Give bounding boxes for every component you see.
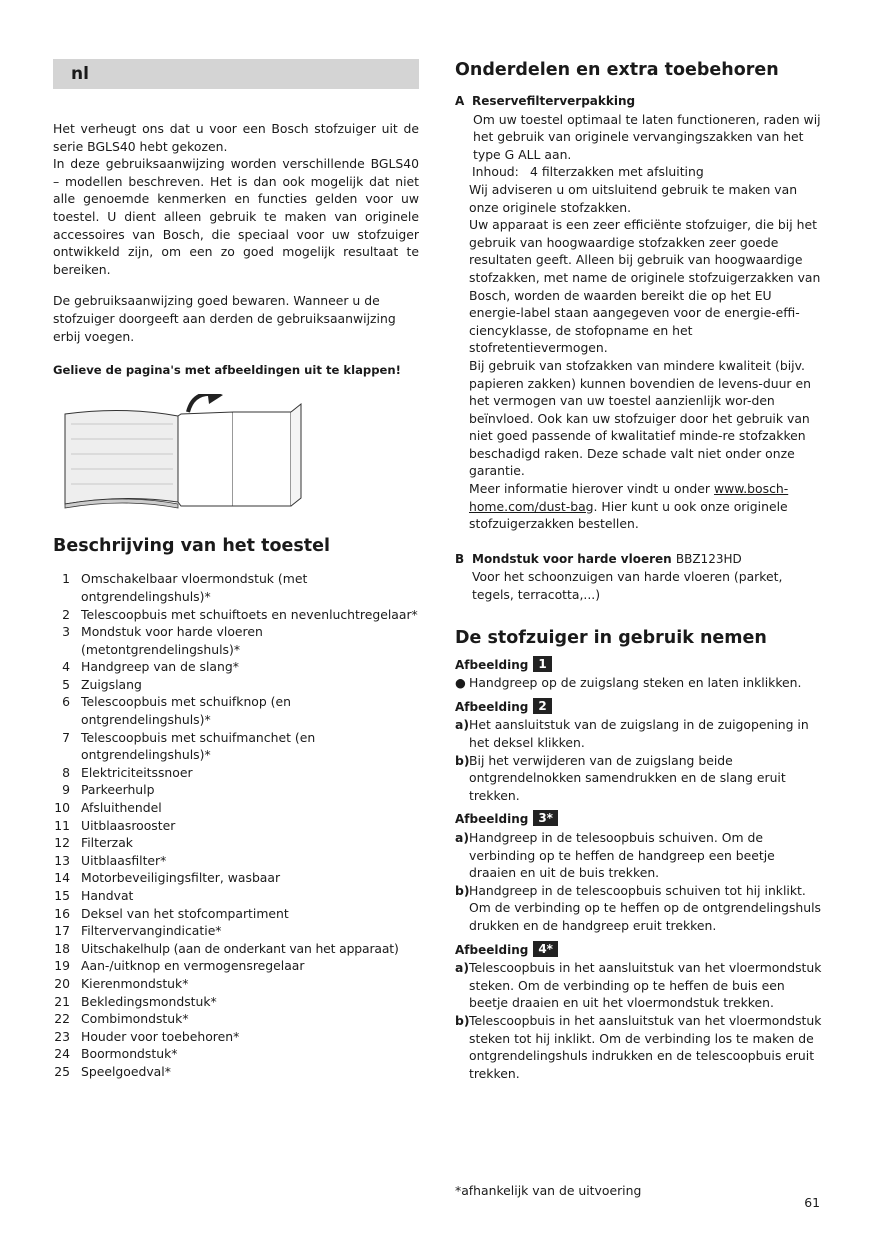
- description-heading: Beschrijving van het toestel: [53, 536, 331, 557]
- list-item: 23 Houder voor toebehoren*: [54, 1028, 240, 1044]
- use-heading: De stofzuiger in gebruik nemen: [455, 627, 767, 648]
- footnote: *afhankelijk van de uitvoering: [455, 1183, 642, 1198]
- figure-item: b) Bij het verwijderen van de zuigslang beide ontgrendelnokken samendrukken en de slang eruit trekken.: [455, 752, 786, 803]
- right-column: [455, 59, 823, 1082]
- figure-item: a) Telescoopbuis in het aansluitstuk van het vloermondstuk steken. Om de verbinding op te heffen de buis een beetje draaien en uit het vloermondstuk trekken.: [455, 960, 822, 1011]
- section-b-heading: B Mondstuk voor harde vloeren BBZ123HD: [455, 551, 742, 566]
- section-b-text: Voor het schoonzuigen van harde vloeren (parket, tegels, terracotta,...): [472, 569, 783, 603]
- list-item: 3 Mondstuk voor harde vloeren (metontgrendelingshuls)*: [62, 624, 263, 657]
- list-item: 9 Parkeerhulp: [62, 782, 155, 798]
- list-item: 25 Speelgoedval*: [54, 1063, 171, 1079]
- page-number: 61: [804, 1195, 820, 1210]
- list-item: 20 Kierenmondstuk*: [54, 975, 189, 991]
- section-a-body: [455, 111, 823, 181]
- figure-item: b) Telescoopbuis in het aansluitstuk van het vloermondstuk steken tot hij inklikt. Om de verbinding los te maken de ontgrendelingshuls indrukken en de telescoopbuis eruit trekken.: [455, 1012, 822, 1081]
- list-item: 19 Aan-/uitknop en vermogensregelaar: [54, 958, 305, 974]
- figure-badge: 1: [533, 656, 551, 672]
- list-item: 1 Omschakelbaar vloermondstuk (met ontgrendelingshuls)*: [62, 571, 308, 604]
- figure-label: Afbeelding 3*: [455, 810, 823, 829]
- section-a-inhoud: Inhoud: 4 filterzakken met afsluiting: [472, 164, 704, 180]
- list-item: 21 Bekledingsmondstuk*: [54, 993, 217, 1009]
- figure-label: Afbeelding 4*: [455, 941, 823, 960]
- list-item: 5 Zuigslang: [62, 676, 142, 692]
- list-item: 13 Uitblaasfilter*: [54, 852, 167, 868]
- figure-1: [455, 656, 823, 692]
- accessories-heading: Onderdelen en extra toebehoren: [455, 60, 779, 80]
- figure-badge: 2: [533, 698, 551, 714]
- figure-item: a) Het aansluitstuk van de zuigslang in de zuigopening in het deksel klikken.: [455, 717, 809, 750]
- list-item: 7 Telescoopbuis met schuifmanchet (en ontgrendelingshuls)*: [62, 729, 316, 763]
- intro-paragraph-2: In deze gebruiksaanwijzing worden verschillende BGLS40 – modellen beschreven. Het is dan ook mogelijk dat niet alle genoemde kenmerken en functies gelden voor uw toestel. U dient alleen gebruik te maken van originele accessoires van Bosch, die speciaal voor uw stofzuiger ontwikkeld zijn, om een zo goed mogelijk resultaat te bereiken.: [53, 156, 419, 277]
- figure-label: Afbeelding 2: [455, 698, 823, 717]
- figure-3: [455, 810, 823, 934]
- section-b-model: BBZ123HD: [675, 551, 742, 566]
- language-code: nl: [71, 64, 89, 84]
- figure-item: b) Handgreep in de telescoopbuis schuiven tot hij inklikt. Om de verbinding op te heffen op de ontgrendelingshuls drukken en de handgreep eruit trekken.: [455, 882, 822, 933]
- section-a-details: [455, 181, 823, 533]
- section-a-heading: A Reservefilterverpakking: [455, 94, 636, 108]
- intro-text: [53, 120, 419, 278]
- section-a-text-2: Wij adviseren u om uitsluitend gebruik te maken van onze originele stofzakken.: [469, 181, 798, 215]
- list-item: 6 Telescoopbuis met schuifknop (en ontgrendelingshuls)*: [62, 694, 291, 728]
- list-item: 12 Filterzak: [54, 835, 133, 851]
- figure-label: Afbeelding 1: [455, 656, 823, 675]
- parts-list: [53, 570, 419, 1080]
- list-item: 24 Boormondstuk*: [54, 1046, 178, 1062]
- list-item: 14 Motorbeveiligingsfilter, wasbaar: [54, 870, 281, 886]
- intro-paragraph-1: Het verheugt ons dat u voor een Bosch stofzuiger uit de serie BGLS40 hebt gekozen.: [53, 121, 419, 154]
- figure-4: [455, 941, 823, 1083]
- section-a-text-4: Bij gebruik van stofzakken van mindere kwaliteit (bijv. papieren zakken) kunnen bovendien de levens-duur en het vermogen van uw toestel aanzienlijk wor-den beïnvloed. Ook kan uw stofzuiger door het gebruik van niet goed passende of kwalitatief minde-re stofzakken beschadigd raken. Deze schade valt niet onder onze garantie.: [469, 357, 811, 479]
- language-bar: [53, 59, 419, 89]
- left-column: [53, 59, 419, 1081]
- list-item: 2 Telescoopbuis met schuiftoets en nevenluchtregelaar*: [62, 606, 418, 622]
- keep-manual-text: De gebruiksaanwijzing goed bewaren. Wanneer u de stofzuiger doorgeeft aan derden de gebruiksaanwijzing erbij voegen.: [53, 293, 396, 344]
- section-a-text-3: Uw apparaat is een zeer efficiënte stofzuiger, die bij het gebruik van hoogwaardige stofzakken zeer goede resultaten geeft. Alleen bij gebruik van hoogwaardige stofzakken, met name de originele stofzuigerzakken van Bosch, worden de waarden bereikt die op het EU energie-label staan aangegeven voor de energie-effi-ciencyklasse, de stofopname en het stofretentievermogen.: [469, 217, 821, 356]
- list-item: 8 Elektriciteitssnoer: [62, 764, 193, 780]
- list-item: 11 Uitblaasrooster: [54, 817, 176, 833]
- section-a-text-1: Om uw toestel optimaal te laten functioneren, raden wij het gebruik van originele vervangingszakken van het type G ALL aan.: [473, 111, 821, 162]
- list-item: 10 Afsluithendel: [54, 800, 162, 816]
- list-item: 17 Filtervervangindicatie*: [54, 923, 222, 939]
- dust-bag-link[interactable]: www.bosch-home.com/dust-bag: [469, 481, 789, 514]
- unfold-pages-illustration: [53, 394, 303, 512]
- list-item: 4 Handgreep van de slang*: [62, 659, 239, 675]
- figure-badge: 4*: [533, 941, 558, 957]
- figure-item: ● Handgreep op de zuigslang steken en laten inklikken.: [455, 675, 802, 691]
- figure-2: [455, 698, 823, 805]
- list-item: 15 Handvat: [54, 888, 134, 903]
- list-item: 22 Combimondstuk*: [54, 1011, 189, 1027]
- section-a-text-5: Meer informatie hierover vindt u onder www.bosch-home.com/dust-bag. Hier kunt u ook onze originele stofzuigerzakken bestellen.: [469, 481, 789, 532]
- figure-item: a) Handgreep in de telesoopbuis schuiven. Om de verbinding op te heffen de handgreep een beetje draaien en uit de buis trekken.: [455, 829, 775, 881]
- list-item: 16 Deksel van het stofcompartiment: [54, 905, 289, 921]
- figure-badge: 3*: [533, 810, 558, 826]
- unfold-note: Gelieve de pagina's met afbeeldingen uit te klappen!: [53, 363, 401, 378]
- list-item: 18 Uitschakelhulp (aan de onderkant van het apparaat): [54, 940, 399, 956]
